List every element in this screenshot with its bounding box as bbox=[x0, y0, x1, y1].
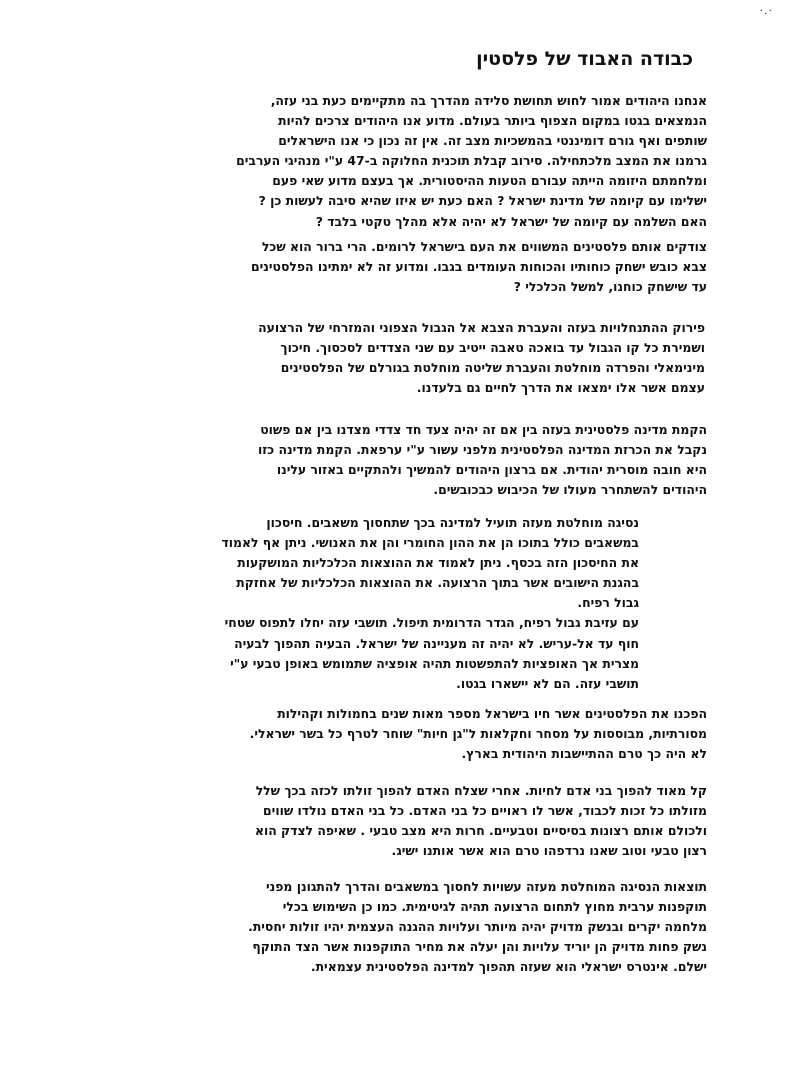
paragraph-line: הפכנו את הפלסטינים אשר חיו בישראל מספר מאות שנים בחמולות וקהילות bbox=[277, 706, 707, 721]
paragraph-line: עד שישחק כוחנו, למשל הכלכלי ? bbox=[513, 279, 707, 295]
paragraph-1 bbox=[236, 91, 707, 232]
paragraph-8 bbox=[248, 877, 707, 977]
paragraph-line: ושמירת כל קו הגבול עד בואכה טאבה ייטיב עם שני הצדדים לסכסוך. חיכוך bbox=[280, 340, 705, 356]
paragraph-4 bbox=[258, 420, 707, 500]
paragraph-6 bbox=[250, 704, 707, 764]
paragraph-line: צבא כובש ישחק כוחותיו והכוחות העומדים בגבו. ומדוע זה לא ימתינו הפלסטינים bbox=[251, 259, 707, 275]
paragraph-line: מסורתיות, מבוססות על מסחר וחקלאות ל"גן חיות" שוחר לטרף כל בשר ישראלי. bbox=[249, 726, 707, 742]
paragraph-line: הנמצאים בגטו במקום הצפוף ביותר בעולם. מדוע אנו היהודים צרכים להיות bbox=[278, 113, 707, 129]
paragraph-line: ישלם. אינטרס ישראלי הוא שעזה תהפוך למדינה הפלסטינית עצמאית. bbox=[310, 959, 707, 975]
paragraph-line: לא היה כך טרם ההתיישבות היהודית בארץ. bbox=[461, 746, 707, 762]
paragraph-line: תושבי עזה. הם לא יישארו בגטו. bbox=[456, 675, 639, 691]
paragraph-2 bbox=[251, 237, 707, 297]
paragraph-line: צודקים אותם פלסטינים המשווים את העם בישראל לרומים. הרי ברור הוא שכל bbox=[261, 239, 707, 254]
paragraph-line: ומלחמתם היזומה הייתה עבורם הטעות ההיסטורית. אך בעצם מדוע שאי פעם bbox=[272, 173, 707, 189]
paragraph-line: נשק פחות מדויק הן יוריד עלויות והן יעלה את מחיר התוקפנות אשר הצד התוקף bbox=[252, 939, 707, 955]
paragraph-line: תוקפנות ערבית מחוץ לתחום הרצועה תהיה לגיטימית. כמו כן השימוש בכלי bbox=[282, 899, 707, 915]
paragraph-line: נקבל את הכרזת המדינה הפלסטינית מלפני עשור ע"י ערפאת. הקמת מדינה כזו bbox=[257, 442, 707, 458]
corner-mark: ·.· bbox=[759, 4, 773, 17]
paragraph-line: אנחנו היהודים אמור לחוש תחושת סלידה מהדרך בה מתקיימים כעת בני עזה, bbox=[270, 93, 707, 108]
paragraph-line: הקמת מדינה פלסטינית בעזה בין אם זה יהיה צעד חד צדדי מצדנו בין אם פשוט bbox=[260, 422, 707, 437]
paragraph-line: ולכולם אותם רצונות בסיסיים וטבעיים. חרות היא מצב טבעי . שאיפה לצדק הוא bbox=[254, 823, 707, 839]
paragraph-line: חוף עד אל-עריש. לא יהיה זה מעניינה של ישראל. הבעיה תהפוך לבעיה bbox=[234, 635, 639, 651]
paragraph-line: עצמם אשר אלו ימצאו את הדרך לחיים גם בלעדנו. bbox=[416, 380, 705, 396]
paragraph-line: מינימאלי והפרדה מוחלטת והעברת שליטה מוחלטת בגורלם של הפלסטינים bbox=[280, 360, 705, 376]
paragraph-line: מצרית אך האופציות להתפשטות תהיה אופציה שתמומש באופן טבעי ע"י bbox=[230, 655, 639, 671]
paragraph-line: שותפים ואף גורם דומיננטי בהמשכיות מצב זה. אין זה נכון כי אנו הישראלים bbox=[278, 133, 707, 149]
paragraph-line: האם השלמה עם קיומה של ישראל לא יהיה אלא מהלך טקטי בלבד ? bbox=[315, 213, 707, 229]
paragraph-line: קל מאוד להפוך בני אדם לחיות. אחרי שצלח האדם להפוך זולתו לכזה בכך שלל bbox=[255, 783, 707, 798]
paragraph-line: במשאבים כולל בתוכו הן את ההון החומרי והן את האנושי. ניתן אף לאמוד bbox=[221, 535, 639, 551]
document-title: כבודה האבוד של פלסטין bbox=[476, 48, 693, 70]
paragraph-line: פירוק ההתנחלויות בעזה והעברת הצבא אל הגבול הצפוני והמזרחי של הרצועה bbox=[258, 320, 705, 335]
paragraph-7 bbox=[255, 781, 707, 861]
paragraph-line: עם עזיבת גבול רפיח, הגדר הדרומית תיפול. תושבי עזה יחלו לתפוס שטחי bbox=[224, 615, 639, 631]
paragraph-line: בהגנת הישובים אשר בתוך הרצועה. את ההוצאות הכלכליות של אחזקת bbox=[236, 575, 639, 591]
paragraph-line: מלחמה יקרים ובנשק מדויק יהיה מיותר ועלויות ההגנה העצמית יהיו זולות יחסית. bbox=[248, 919, 707, 935]
paragraph-line: היהודים להשתחרר מעולו של הכיבוש כבכובשים. bbox=[433, 482, 707, 498]
paragraph-line: גבול רפיח. bbox=[577, 595, 639, 611]
paragraph-line: רצון טבעי וטוב שאנו נרדפהו טרם הוא אשר אותנו ישיג. bbox=[391, 843, 707, 859]
paragraph-line: נסיגה מוחלטת מעזה תועיל למדינה בכך שתחסוך משאבים. חיסכון bbox=[266, 515, 639, 530]
paragraph-line: תוצאות הנסיגה המוחלטת מעזה עשויות לחסוך במשאבים והדרך להתגונן מפני bbox=[266, 879, 707, 894]
paragraph-line: מזולתו כל זכות לכבוד, אשר לו ראויים כל בני האדם. כל בני האדם נולדו שווים bbox=[263, 803, 707, 819]
paragraph-5 bbox=[221, 513, 639, 694]
paragraph-line: את החיסכון הזה בכסף. ניתן לאמוד את ההוצאות הכלכליות המושקעות bbox=[237, 555, 639, 571]
paragraph-line: היא חובה מוסרית יהודית. אם ברצון היהודים להמשיך ולהתקיים באזור עלינו bbox=[276, 462, 707, 478]
paragraph-line: ישלימו עם קיומה של מדינת ישראל ? האם כעת יש איזו שהיא סיבה לעשות כן ? bbox=[258, 193, 707, 209]
paragraph-line: גרמנו את המצב מלכתחילה. סירוב קבלת תוכנית החלוקה ב-47 ע"י מנהיגי הערבים bbox=[236, 153, 707, 169]
paragraph-3 bbox=[258, 318, 705, 398]
